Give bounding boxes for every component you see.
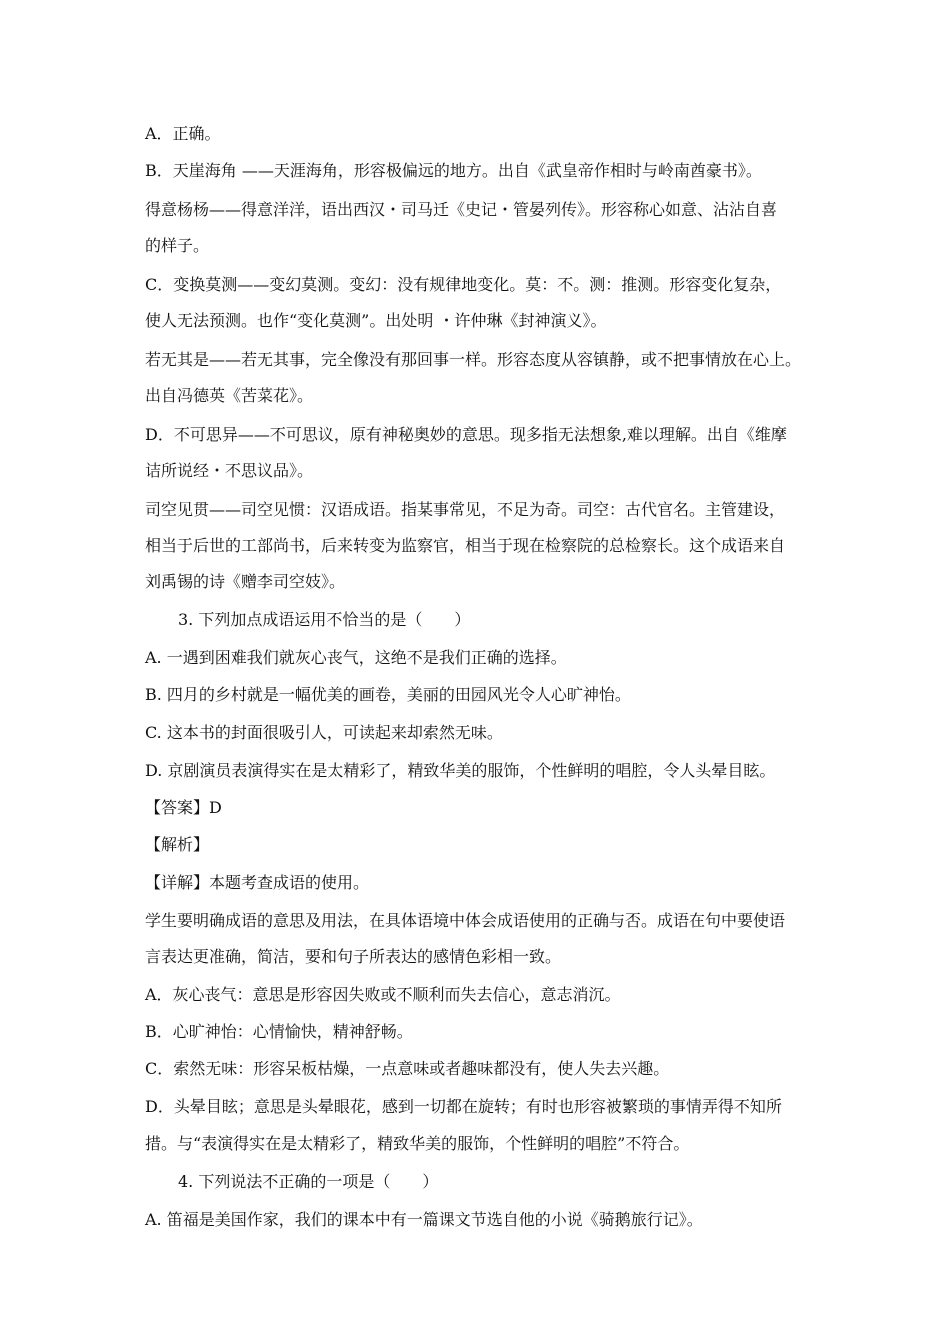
option-b-explanation: B．天崖海角 ——天涯海角，形容极偏远的地方。出自《武皇帝作相时与岭南酋豪书》。 <box>145 161 762 180</box>
answer-label: 【答案】D <box>145 798 222 817</box>
text-line: 得意杨杨——得意洋洋，语出西汉・司马迁《史记・管晏列传》。形容称心如意、沾沾自喜 <box>145 200 778 219</box>
analysis-label: 【解析】 <box>145 835 210 854</box>
text-line: 出自冯德英《苦菜花》。 <box>145 386 314 405</box>
q3-explanation-c: C．索然无味：形容呆板枯燥，一点意味或者趣味都没有，使人失去兴趣。 <box>145 1059 670 1078</box>
text-line: 刘禹锡的诗《赠李司空妓》。 <box>145 572 346 591</box>
text-line: 诘所说经・不思议品》。 <box>145 461 314 480</box>
q4-option-a: A. 笛福是美国作家，我们的课本中有一篇课文节选自他的小说《骑鹅旅行记》。 <box>145 1210 703 1229</box>
text-line: 使人无法预测。也作“变化莫测”。出处明 ・许仲琳《封神演义》。 <box>145 311 607 330</box>
detail-label: 【详解】本题考查成语的使用。 <box>145 873 370 892</box>
q3-explanation-d: D．头晕目眩；意思是头晕眼花，感到一切都在旋转；有时也形容被繁琐的事情弄得不知所 <box>145 1097 782 1116</box>
q3-explanation-b: B．心旷神怡：心情愉快，精神舒畅。 <box>145 1022 413 1041</box>
q3-option-d: D. 京剧演员表演得实在是太精彩了，精致华美的服饰，个性鲜明的唱腔，令人头晕目眩。 <box>145 761 776 780</box>
text-line: 若无其是——若无其事，完全像没有那回事一样。形容态度从容镇静，或不把事情放在心上。 <box>145 350 802 369</box>
question-3: 3. 下列加点成语运用不恰当的是（ ） <box>178 610 471 629</box>
text-line: 学生要明确成语的意思及用法，在具体语境中体会成语使用的正确与否。成语在句中要使语 <box>145 911 786 930</box>
text-line: 言表达更准确，简洁，要和句子所表达的感情色彩相一致。 <box>145 947 562 966</box>
text-line: 司空见贯——司空见惯：汉语成语。指某事常见，不足为奇。司空：古代官名。主管建设， <box>145 500 786 519</box>
option-c-explanation: C．变换莫测——变幻莫测。变幻：没有规律地变化。莫：不。测：推测。形容变化复杂， <box>145 275 782 294</box>
q3-option-a: A. 一遇到困难我们就灰心丧气，这绝不是我们正确的选择。 <box>145 648 567 667</box>
q3-option-b: B. 四月的乡村就是一幅优美的画卷，美丽的田园风光令人心旷神怡。 <box>145 685 631 704</box>
q3-explanation-a: A．灰心丧气：意思是形容因失败或不顺利而失去信心，意志消沉。 <box>145 985 621 1004</box>
text-line: 措。与“表演得实在是太精彩了，精致华美的服饰，个性鲜明的唱腔”不符合。 <box>145 1134 690 1153</box>
q3-option-c: C. 这本书的封面很吸引人，可读起来却索然无味。 <box>145 723 503 742</box>
text-line: 的样子。 <box>145 236 210 255</box>
text-line: 相当于后世的工部尚书，后来转变为监察官，相当于现在检察院的总检察长。这个成语来自 <box>145 536 786 555</box>
question-4: 4. 下列说法不正确的一项是（ ） <box>178 1172 439 1191</box>
option-a-explanation: A．正确。 <box>145 124 221 143</box>
option-d-explanation: D．不可思异——不可思议，原有神秘奥妙的意思。现多指无法想象,难以理解。出自《维摩 <box>145 425 787 444</box>
